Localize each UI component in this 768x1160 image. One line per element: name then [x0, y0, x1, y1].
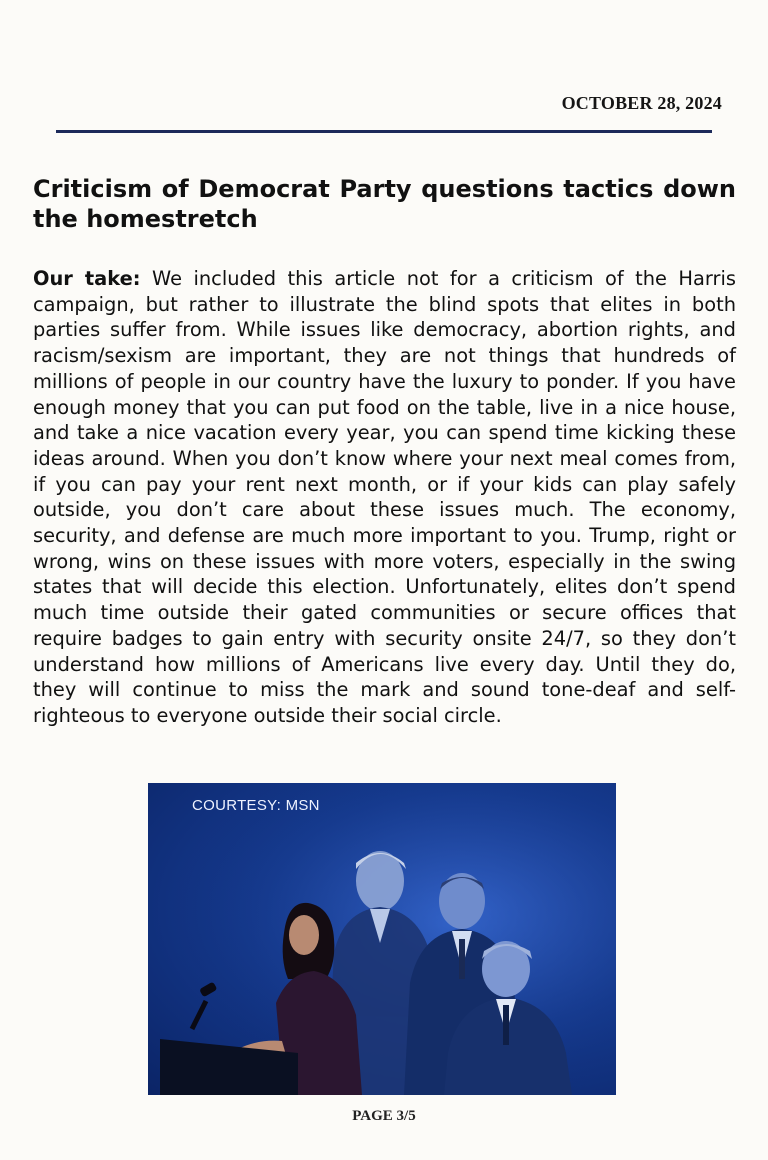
issue-date: OCTOBER 28, 2024	[561, 93, 722, 113]
article-photo	[148, 783, 616, 1095]
our-take-label: Our take:	[33, 267, 141, 290]
article-body	[33, 266, 736, 729]
photo-credit: COURTESY: MSN	[192, 797, 320, 814]
article-headline: Criticism of Democrat Party questions tactics down the homestretch	[33, 175, 736, 233]
header-divider	[56, 130, 712, 133]
article-body-text: We included this article not for a criticism of the Harris campaign, but rather to illustrate the blind spots that elites in both parties suffer from. While issues like democracy, abortion rights, and racism/sexism are important, they are not things that hundreds of millions of people in our country have the luxury to ponder. If you have enough money that you can put food on the table, live in a nice house, and take a nice vacation every year, you can spend time kicking these ideas around. When you don’t know where your next meal comes from, if you can pay your rent next month, or if your kids can play safely outside, you don’t care about these issues much. The economy, security, and defense are much more important to you. Trump, right or wrong, wins on these issues with more voters, especially in the swing states that will decide this election. Unfortunately, elites don’t spend much time outside their gated communities or secure offices that require badges to gain entry with security onsite 24/7, so they don’t understand how millions of Americans live every day. Until they do, they will continue to miss the mark and sound tone-deaf and self-righteous to everyone outside their social circle.	[33, 267, 736, 727]
photo-illustration	[148, 783, 616, 1095]
page-number: PAGE 3/5	[352, 1108, 416, 1124]
